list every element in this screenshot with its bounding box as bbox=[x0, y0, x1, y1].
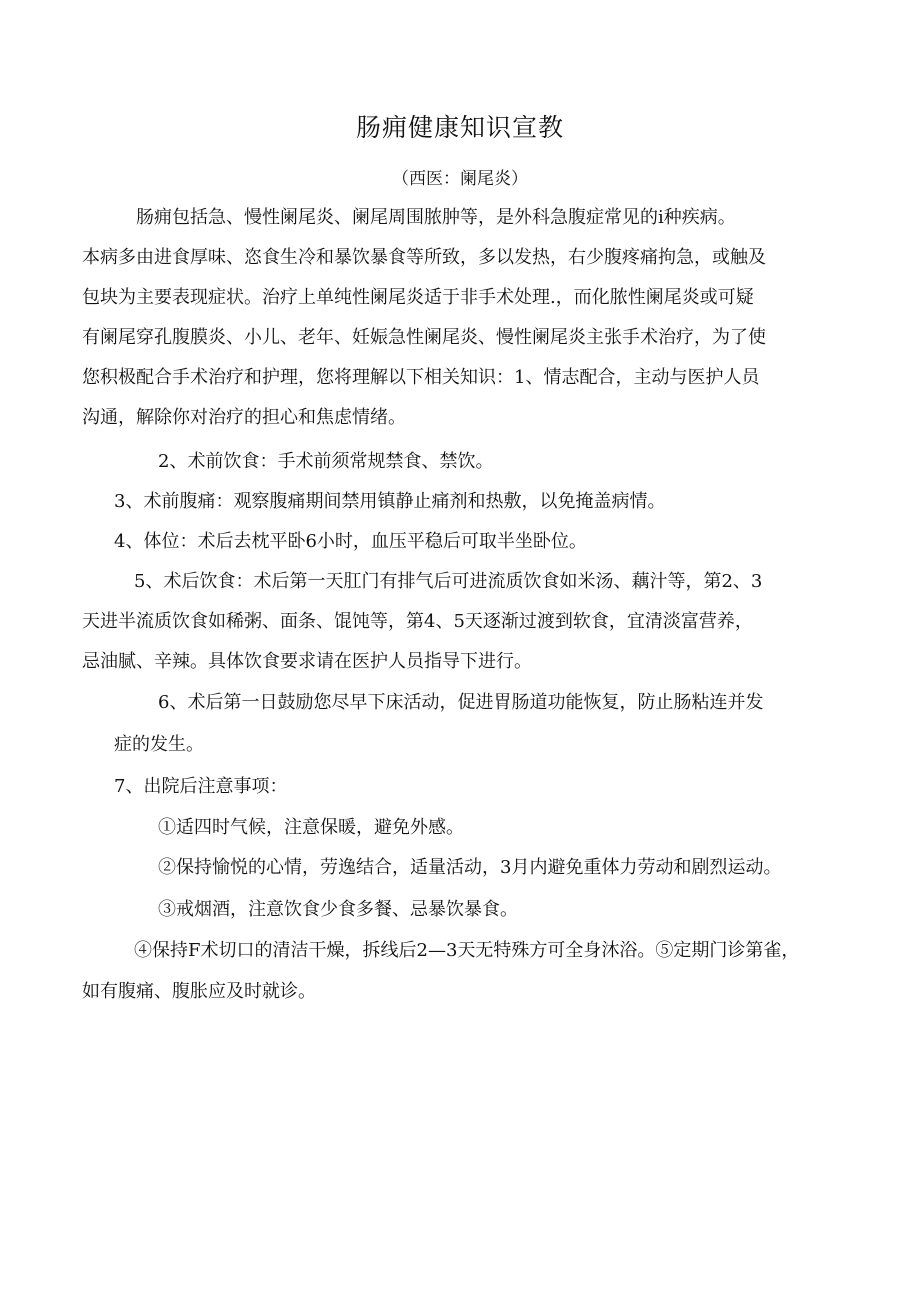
intro-line: 有阑尾穿孔腹膜炎、小儿、老年、妊娠急性阑尾炎、慢性阑尾炎主张手术治疗，为了使 bbox=[82, 327, 766, 348]
item-7: 7、出院后注意事项： bbox=[114, 776, 288, 797]
intro-line: 包块为主要表现症状。治疗上单纯性阑尾炎适于非手术处理.，而化脓性阑尾炎或可疑 bbox=[82, 287, 754, 308]
page-title: 肠痈健康知识宣教 bbox=[355, 113, 564, 142]
item-7-sub-4-5-line: 如有腹痛、腹胀应及时就诊。 bbox=[82, 981, 316, 1002]
intro-line: 您积极配合手术治疗和护理，您将理解以下相关知识：1、情志配合，主动与医护人员 bbox=[82, 367, 760, 388]
intro-line: 沟通，解除你对治疗的担心和焦虑情绪。 bbox=[82, 407, 406, 428]
item-6-line: 症的发生。 bbox=[114, 734, 204, 755]
intro-line: 肠痈包括急、慢性阑尾炎、阑尾周围脓肿等，是外科急腹症常见的i种疾病。 bbox=[82, 207, 736, 228]
item-5-line: 忌油腻、辛辣。具体饮食要求请在医护人员指导下进行。 bbox=[82, 651, 532, 672]
item-7-sub-4-5-line: ④保持F术切口的清洁干燥，拆线后2—3天无特殊方可全身沐浴。⑤定期门诊第雀， bbox=[134, 940, 800, 961]
page-subtitle: （西医：阑尾炎） bbox=[392, 169, 528, 189]
item-5-line: 天进半流质饮食如稀粥、面条、馄饨等，第4、5天逐渐过渡到软食，宜清淡富营养， bbox=[82, 611, 753, 632]
item-2: 2、术前饮食：手术前须常规禁食、禁饮。 bbox=[158, 451, 494, 472]
item-7-sub-2: ②保持愉悦的心情，劳逸结合，适量活动，3月内避免重体力劳动和剧烈运动。 bbox=[158, 857, 782, 878]
item-6-line: 6、术后第一日鼓励您尽早下床活动，促进胃肠道功能恢复，防止肠粘连并发 bbox=[158, 692, 764, 713]
item-7-sub-3: ③戒烟酒，注意饮食少食多餐、忌暴饮暴食。 bbox=[158, 899, 518, 920]
intro-line: 本病多由进食厚味、恣食生冷和暴饮暴食等所致，多以发热，右少腹疼痛拘急，或触及 bbox=[82, 247, 766, 268]
item-7-sub-1: ①适四时气候，注意保暖，避免外感。 bbox=[158, 817, 464, 838]
item-3: 3、术前腹痛：观察腹痛期间禁用镇静止痛剂和热敷，以免掩盖病情。 bbox=[114, 491, 666, 512]
item-5-line: 5、术后饮食：术后第一天肛门有排气后可进流质饮食如米汤、藕汁等，第2、3 bbox=[134, 571, 763, 592]
item-4: 4、体位：术后去枕平卧6小时，血压平稳后可取半坐卧位。 bbox=[114, 531, 587, 552]
